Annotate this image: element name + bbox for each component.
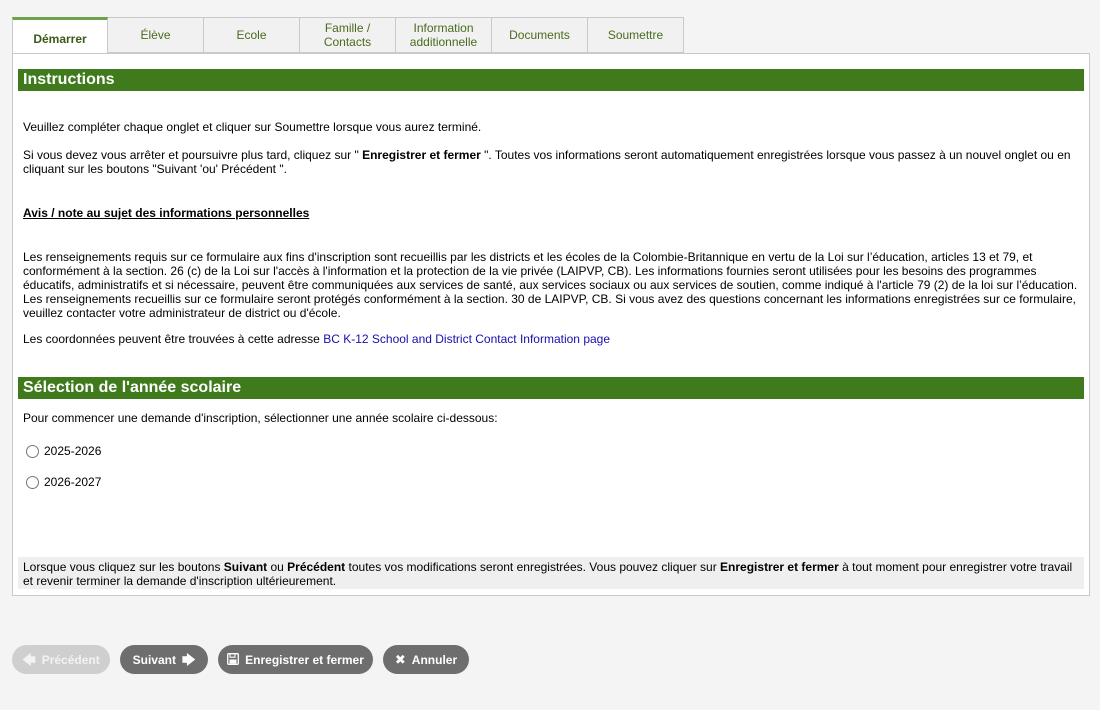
contact-text: Les coordonnées peuvent être trouvées à cette adresse [23,332,324,346]
save-close-button-label: Enregistrer et fermer [245,652,364,667]
cancel-button-label: Annuler [411,652,458,667]
instructions-bold: Enregistrer et fermer [362,148,481,162]
next-button-label: Suivant [132,652,176,667]
instructions-text: ". Toutes vos informations seront automatiquement enregistrées lorsque vous passez à un nouvel onglet ou en cliquant sur les boutons "Suivant 'ou' Précédent ". [23,148,1071,176]
year-option-label: 2026-2027 [44,475,102,489]
tab-label: Ecole [236,28,267,42]
tab-ecole[interactable] [204,17,300,53]
note-text: ou [267,560,288,574]
tab-bar [12,17,684,54]
instructions-header: Instructions [18,69,1084,91]
floppy-disk-icon [227,653,239,667]
tab-documents[interactable] [492,17,588,53]
previous-button[interactable] [12,645,110,674]
privacy-heading: Avis / note au sujet des informations personnelles [23,206,310,220]
tab-soumettre[interactable] [588,17,684,53]
tab-label: Élève [140,28,171,42]
tab-label: Famille / Contacts [323,21,372,49]
note-text: à tout moment pour enregistrer votre travail et revenir terminer la demande d'inscription ultérieurement. [23,560,1073,588]
instructions-line-2 [23,148,1081,176]
year-selection-prompt: Pour commencer une demande d'inscription, sélectionner une année scolaire ci-dessous: [23,411,498,425]
year-option-1[interactable] [26,444,101,458]
note-text: Lorsque vous cliquez sur les boutons [23,560,224,574]
tab-label: Soumettre [607,28,664,42]
tab-label: Documents [509,28,570,42]
save-close-button[interactable] [218,645,373,674]
next-button[interactable] [120,645,208,674]
instructions-line-1: Veuillez compléter chaque onglet et cliquer sur Soumettre lorsque vous aurez terminé. [23,120,482,134]
cancel-button[interactable] [383,645,469,674]
tab-eleve[interactable] [108,17,204,53]
note-bold: Suivant [223,560,268,574]
year-radio-2026-2027[interactable] [26,476,39,489]
arrow-left-icon: 🡄 [22,652,36,667]
year-option-label: 2025-2026 [44,444,102,458]
tab-demarrer[interactable] [12,17,108,54]
tab-information-additionnelle[interactable] [396,17,492,53]
contact-line [23,332,1081,346]
contact-info-link[interactable]: BC K-12 School and District Contact Information page [323,332,611,346]
tab-label: Démarrer [33,31,87,46]
privacy-text: Les renseignements requis sur ce formulaire aux fins d'inscription sont recueillis par les districts et les écoles de la Colombie-Britannique en vertu de la Loi sur l’éducation, articles 13 et 79, et conformément à la section. 26 (c) de la Loi sur l'accès à l'information et la protection de la vie privée (LAIPVP, CB). Les informations fournies seront utilisées pour les besoins des programmes éducatifs, administratifs et si nécessaire, peuvent être communiquées aux services de santé, aux services sociaux ou aux services de soutien, comme indiqué à l'article 79 (2) de la loi sur l’éducation. Les renseignements recueillis sur ce formulaire seront protégés conformément à la section. 30 de LAIPVP, CB. Si vous avez des questions concernant les informations enregistrées sur ce formulaire, veuillez contacter votre administrateur de district ou d'école. [23,250,1078,320]
form-panel [12,53,1090,596]
year-option-2[interactable] [26,475,101,489]
instructions-text: Si vous devez vous arrêter et poursuivre plus tard, cliquez sur " [23,148,363,162]
tab-famille-contacts[interactable] [300,17,396,53]
note-text: toutes vos modifications seront enregistrées. Vous pouvez cliquer sur [345,560,721,574]
note-bold: Précédent [287,560,346,574]
arrow-right-icon: 🡆 [181,652,196,667]
previous-button-label: Précédent [41,652,100,667]
x-icon: ✖ [394,652,406,667]
year-radio-2025-2026[interactable] [26,445,39,458]
tab-label: Information additionnelle [409,21,478,49]
year-selection-header: Sélection de l'année scolaire [18,377,1084,399]
save-note [18,557,1084,589]
note-bold: Enregistrer et fermer [720,560,839,574]
